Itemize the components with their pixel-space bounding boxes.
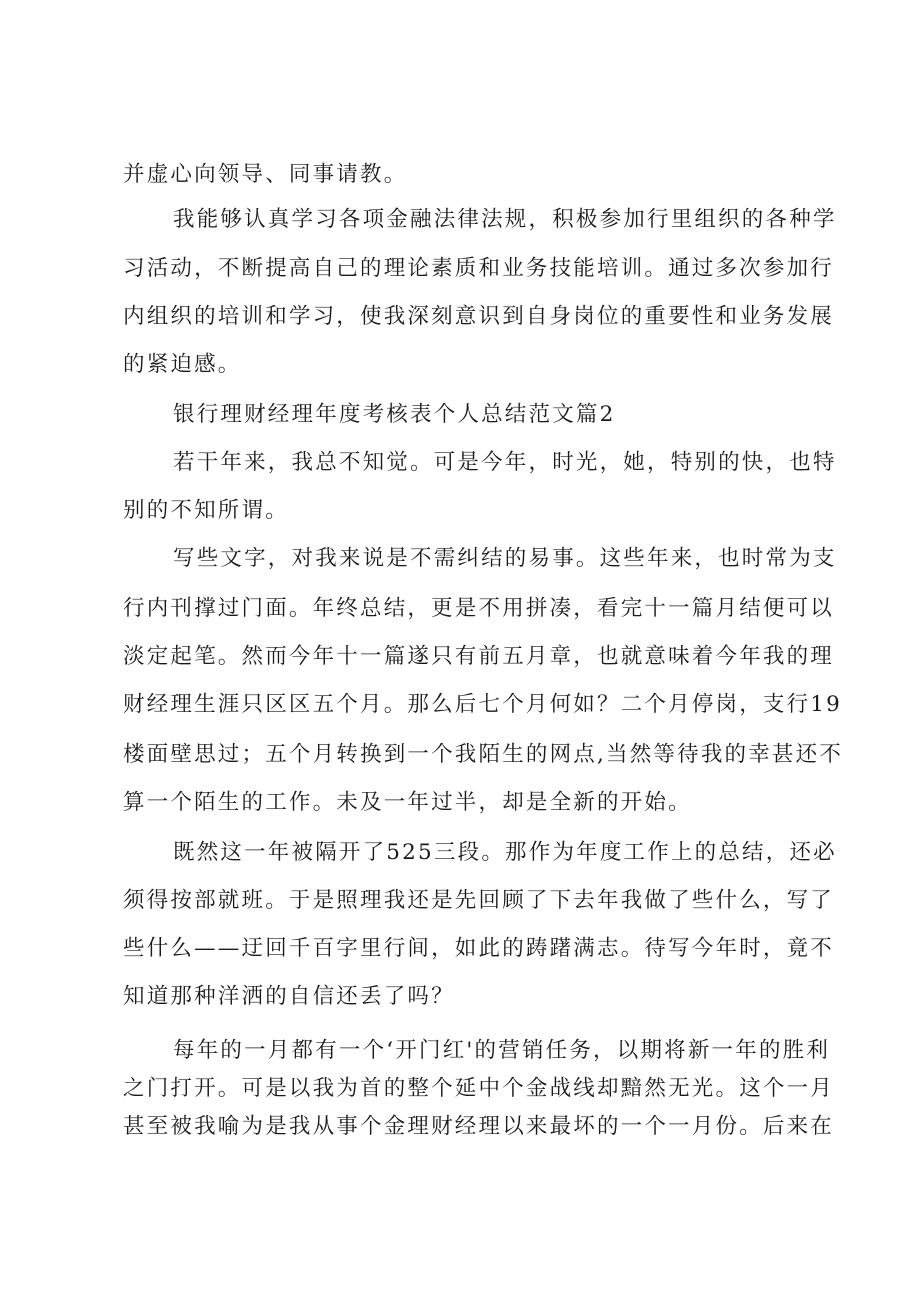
paragraph-start-line: 我能够认真学习各项金融法律法规，积极参加行里组织的各种学 <box>173 207 837 232</box>
text-line: 楼面壁思过；五个月转换到一个我陌生的网点,当然等待我的幸甚还不 <box>123 742 844 767</box>
text-line: 的紧迫感。 <box>123 352 242 377</box>
text-line: 习活动，不断提高自己的理论素质和业务技能培训。通过多次参加行 <box>123 256 835 281</box>
text-line: 须得按部就班。于是照理我还是先回顾了下去年我做了些什么，写了 <box>123 888 835 913</box>
text-line: 内组织的培训和学习，使我深刻意识到自身岗位的重要性和业务发展 <box>123 304 835 329</box>
text-line: 知道那种洋洒的自信还丢了吗？ <box>123 984 455 1009</box>
text-line: 之门打开。可是以我为首的整个延中个金战线却黯然无光。这个一月 <box>123 1076 835 1101</box>
text-line: 行内刊撑过门面。年终总结，更是不用拼凑，看完十一篇月结便可以 <box>123 596 835 621</box>
paragraph-start-line: 既然这一年被隔开了525三段。那作为年度工作上的总结，还必 <box>173 840 837 865</box>
text-line: 并虚心向领导、同事请教。 <box>123 162 408 187</box>
text-line: 算一个陌生的工作。未及一年过半，却是全新的开始。 <box>123 790 692 815</box>
paragraph-start-line: 写些文字，对我来说是不需纠结的易事。这些年来，也时常为支 <box>173 546 837 571</box>
paragraph-start-line: 若干年来，我总不知觉。可是今年，时光，她，特别的快，也特 <box>173 450 837 475</box>
text-line: 财经理生涯只区区五个月。那么后七个月何如？二个月停岗，支行19 <box>123 692 843 717</box>
text-line: 些什么——迂回千百字里行间，如此的踌躇满志。待写今年时，竟不 <box>123 936 835 961</box>
text-line: 甚至被我喻为是我从事个金理财经理以来最坏的一个一月份。后来在 <box>123 1114 835 1139</box>
text-line: 别的不知所谓。 <box>123 498 289 523</box>
text-line: 淡定起笔。然而今年十一篇遂只有前五月章，也就意味着今年我的理 <box>123 644 835 669</box>
paragraph-start-line: 每年的一月都有一个‘开门红'的营销任务，以期将新一年的胜利 <box>173 1038 831 1063</box>
section-heading: 银行理财经理年度考核表个人总结范文篇2 <box>173 402 616 427</box>
